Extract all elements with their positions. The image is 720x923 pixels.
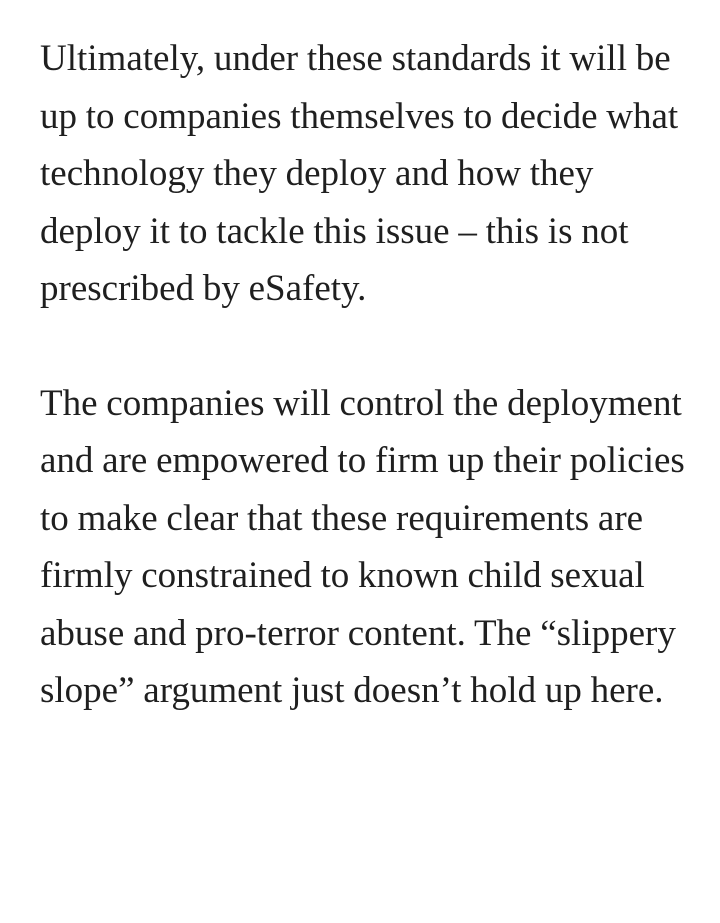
paragraph-companies-control: The companies will control the deployment and are empowered to firm up their policies to make clear that these requirements are firmly constrained to known child sexual abuse and pro-terror content. The “slippery slope” argument just doesn’t hold up here. <box>40 382 685 711</box>
article-body <box>40 30 685 720</box>
paragraph-companies-decide: Ultimately, under these standards it will be up to companies themselves to decide what technology they deploy and how they deploy it to tackle this issue – this is not prescribed by eSafety. <box>40 38 679 309</box>
